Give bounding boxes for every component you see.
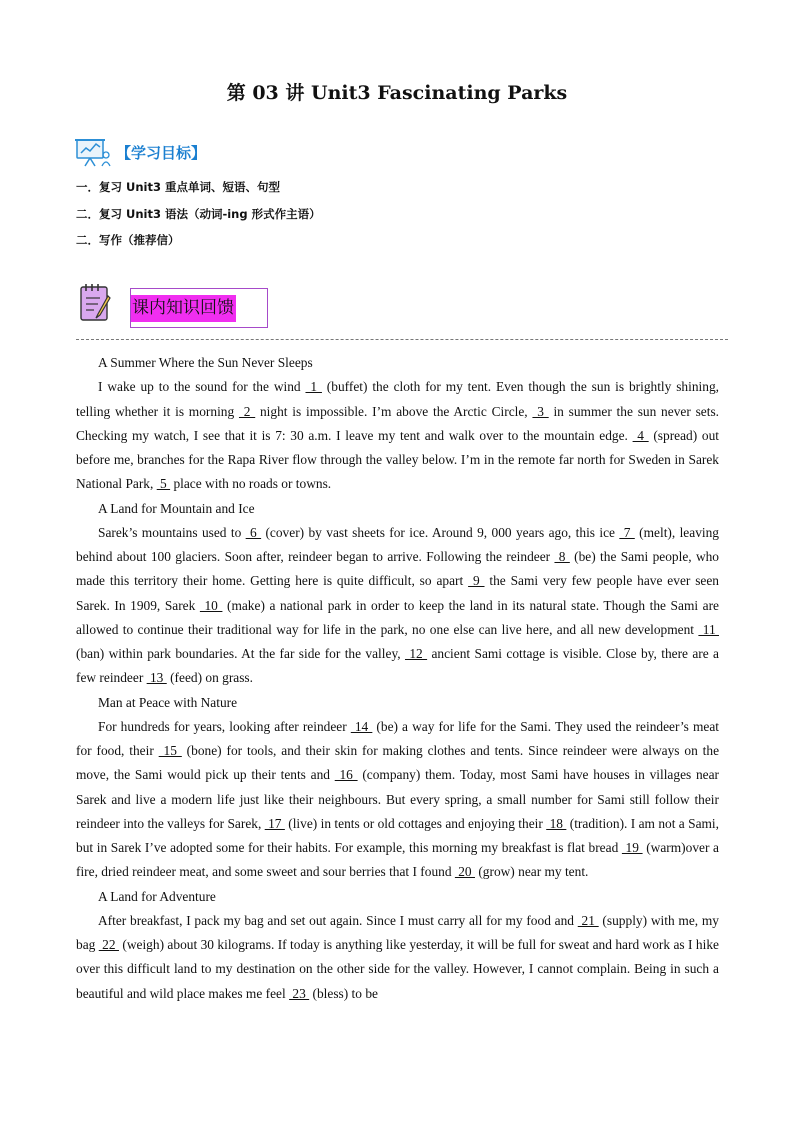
text-segment: ancient Sami cottage is visible. Close by, there are a few reindeer (76, 646, 719, 686)
passage (76, 351, 719, 1006)
text-segment: A Land for Adventure (98, 888, 216, 904)
answer-blank[interactable]: 21 (577, 912, 599, 928)
answer-blank[interactable]: 3 (532, 403, 549, 419)
text-segment: (be) a way for life for the Sami. They used the reindeer’s meat for food, their (76, 718, 719, 758)
answer-blank[interactable]: 7 (619, 524, 635, 540)
text-segment: (warm)over a fire, dried reindeer meat, and some sweet and sour berries that I found (76, 840, 719, 880)
section-title: 课内知识回馈 (131, 295, 236, 322)
text-segment: in summer the sun never sets. Checking my watch, I see that it is 7: 30 a.m. I leave my tent and walk over to the mountain edge. (76, 403, 720, 443)
presentation-board-icon (74, 136, 112, 168)
answer-blank[interactable]: 17 (264, 815, 285, 831)
text-segment: place with no roads or towns. (170, 476, 332, 492)
text-segment: Sarek’s mountains used to (98, 524, 246, 540)
text-segment: After breakfast, I pack my bag and set out again. Since I must carry all for my food and (98, 912, 578, 928)
objectives-label: 【学习目标】 (116, 143, 207, 162)
text-segment: (spread) out before me, branches for the Rapa River flow through the valley below. I’m in the remote far north for Sweden in Sarek National Park, (76, 427, 719, 492)
text-segment: (feed) on grass. (166, 670, 253, 686)
text-segment: For hundreds for years, looking after reindeer (98, 718, 351, 734)
answer-blank[interactable]: 9 (468, 573, 485, 589)
answer-blank[interactable]: 19 (621, 840, 643, 855)
answer-blank[interactable]: 20 (454, 864, 475, 880)
text-segment: (bone) for tools, and their skin for making clothes and tents. Since reindeer were always on the move, the Sami would pick up their tents and (76, 743, 720, 783)
section-title-box (130, 288, 268, 328)
notepad-pencil-icon (78, 282, 112, 322)
text-segment: the Sami very few people have ever seen Sarek. In 1909, Sarek (76, 573, 720, 613)
objectives-header (74, 136, 206, 168)
text-segment: (cover) by vast sheets for ice. Around 9, 000 years ago, this ice (261, 524, 620, 540)
passage-heading (76, 691, 719, 715)
objective-item: 一．复习 Unit3 重点单词、短语、句型 (76, 180, 280, 194)
text-segment: (weigh) about 30 kilograms. If today is anything like yesterday, it will be full for sweat and hard work as I hike over this difficult land to my destination on the other side for the valley. However, I cannot complain. Being in such a beautiful and wild place makes me feel (76, 937, 719, 1001)
text-segment: (melt), leaving behind about 100 glaciers. Soon after, reindeer began to arrive. Following the reindeer (76, 524, 719, 564)
answer-blank[interactable]: 10 (199, 597, 223, 613)
passage-paragraph (76, 521, 719, 691)
text-segment: A Summer Where the Sun Never Sleeps (98, 355, 313, 370)
text-segment: (be) the Sami people, who made this territory their home. Getting here is quite difficult, so apart (76, 549, 720, 589)
text-segment: (grow) near my tent. (474, 864, 589, 880)
page-title: 第 03 讲 Unit3 Fascinating Parks (226, 82, 568, 104)
text-segment: A Land for Mountain and Ice (98, 500, 255, 516)
text-segment: (bless) to be (309, 985, 378, 1001)
answer-blank[interactable]: 22 (98, 937, 119, 952)
objective-item: 二．写作（推荐信） (76, 233, 180, 247)
answer-blank[interactable]: 12 (404, 646, 428, 661)
divider (76, 339, 728, 340)
answer-blank[interactable]: 18 (546, 815, 567, 831)
text-segment: (buffet) the cloth for my tent. Even though the sun is brightly shining, telling whether it is morning (76, 379, 719, 419)
answer-blank[interactable]: 16 (334, 767, 358, 783)
answer-blank[interactable]: 2 (238, 403, 256, 419)
answer-blank[interactable]: 1 (305, 379, 322, 395)
passage-heading (76, 497, 719, 521)
answer-blank[interactable]: 14 (350, 718, 373, 734)
answer-blank[interactable]: 4 (632, 427, 649, 443)
passage-paragraph (76, 715, 719, 885)
answer-blank[interactable]: 23 (289, 985, 310, 1001)
text-segment: (supply) with me, my bag (76, 912, 719, 952)
answer-blank[interactable]: 6 (245, 524, 262, 540)
text-segment: (company) them. Today, most Sami have houses in villages near Sarek and live a modern life just like their neighbours. But every spring, a small number for Sami still follow their reindeer into the valleys for Sarek, (76, 767, 720, 831)
section-header (78, 282, 268, 328)
text-segment: (make) a national park in order to keep the land in its natural state. Though the Sami are allowed to continue their traditional way for life in the park, no one else can live here, and all new development (76, 597, 719, 637)
passage-paragraph (76, 375, 719, 496)
text-segment: (live) in tents or old cottages and enjoying their (284, 815, 547, 831)
answer-blank[interactable]: 11 (698, 621, 719, 637)
passage-heading (76, 885, 719, 909)
text-segment: night is impossible. I’m above the Arctic Circle, (255, 403, 533, 419)
objectives-list (76, 178, 321, 258)
passage-paragraph (76, 909, 719, 1006)
text-segment: (ban) within park boundaries. At the far side for the valley, (76, 646, 405, 661)
passage-heading (76, 351, 719, 375)
answer-blank[interactable]: 5 (156, 476, 171, 492)
answer-blank[interactable]: 13 (146, 670, 167, 686)
answer-blank[interactable]: 8 (554, 549, 570, 564)
answer-blank[interactable]: 15 (158, 743, 182, 758)
text-segment: (tradition). I am not a Sami, but in Sarek I’ve adopted some for their habits. For example, this morning my breakfast is flat bread (76, 815, 720, 855)
text-segment: I wake up to the sound for the wind (98, 379, 306, 395)
text-segment: Man at Peace with Nature (98, 694, 238, 710)
objective-item: 二．复习 Unit3 语法（动词-ing 形式作主语） (76, 206, 321, 221)
